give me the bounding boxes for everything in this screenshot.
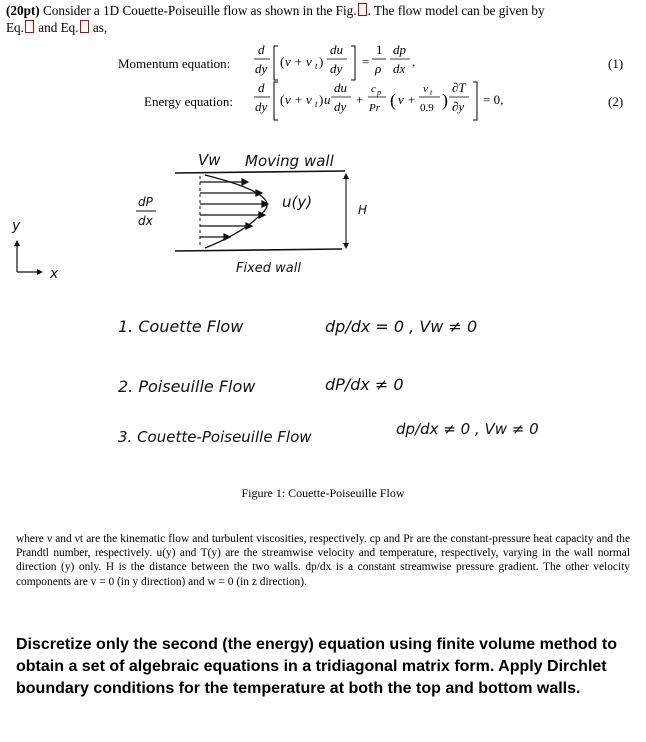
svg-text:ν: ν — [423, 83, 428, 95]
svg-text:dp: dp — [393, 42, 406, 57]
uy-label: u(y) — [282, 193, 313, 211]
svg-text:∂y: ∂y — [452, 99, 465, 114]
energy-equation — [250, 78, 530, 126]
svg-text:ν + ν: ν + ν — [285, 92, 312, 107]
svg-text:): ) — [442, 90, 448, 110]
momentum-eq-label: Momentum equation: — [118, 56, 231, 71]
axis-x-label: x — [50, 266, 59, 282]
svg-text:ρ: ρ — [375, 61, 382, 76]
header-text-b: . The flow model can be given by — [367, 3, 545, 18]
eq1-nu: ν + ν — [285, 54, 312, 69]
eq2-number: (2) — [608, 94, 624, 109]
case2-label: 2. Poiseuille Flow — [118, 377, 256, 396]
case2-cond: dP/dx ≠ 0 — [325, 375, 404, 394]
svg-text:dx: dx — [393, 61, 406, 76]
energy-eq-label: Energy equation: — [144, 94, 233, 109]
svg-text:du: du — [330, 42, 343, 57]
bottom-wall-line — [175, 249, 342, 251]
problem-header — [6, 2, 638, 36]
svg-text:dy: dy — [334, 99, 347, 114]
moving-wall-label: Moving wall — [245, 152, 334, 170]
svg-text:(: ( — [390, 90, 396, 110]
header-text-e: as, — [92, 20, 108, 35]
svg-text:Pr: Pr — [369, 102, 380, 114]
top-wall-line — [175, 171, 345, 173]
svg-text:t: t — [430, 88, 433, 97]
svg-text:= 0,: = 0, — [483, 92, 504, 107]
eq1-d-num: d — [258, 42, 265, 57]
svg-text:d: d — [258, 80, 265, 95]
fig-ref-box[interactable] — [358, 3, 367, 16]
fixed-wall-label: Fixed wall — [236, 261, 301, 276]
vw-label: Vw — [198, 151, 221, 169]
case3-label: 3. Couette-Poiseuille Flow — [118, 428, 312, 446]
case1-label: 1. Couette Flow — [118, 317, 244, 336]
svg-text:): ) — [319, 92, 324, 107]
eq1-ref-box[interactable] — [25, 20, 34, 33]
dpdx-num: dP — [138, 195, 153, 209]
points-label: (20pt) — [6, 3, 40, 18]
svg-text:p: p — [377, 88, 381, 97]
task-instruction: Discretize only the second (the energy) equation using finite volume method to obtain a set of algebraic equations in a tridiagonal matrix form. Apply Dirchlet boundary conditions for the temperature at both the top and bottom walls. — [16, 636, 617, 697]
svg-text:(: ( — [280, 92, 285, 107]
svg-text:t: t — [315, 61, 318, 71]
svg-text:=: = — [362, 54, 370, 69]
svg-text:1: 1 — [376, 42, 383, 57]
svg-text:+: + — [356, 92, 364, 107]
svg-text:∂T: ∂T — [452, 80, 466, 95]
figure-caption: Figure 1: Couette-Poiseuille Flow — [241, 486, 405, 500]
header-text-d: and Eq. — [38, 20, 79, 35]
velocity-arrows — [200, 179, 268, 240]
eq1-dy-den: dy — [255, 61, 268, 76]
case1-cond: dp/dx = 0 , Vw ≠ 0 — [325, 317, 478, 336]
svg-text:u: u — [324, 92, 331, 107]
svg-text:du: du — [334, 80, 347, 95]
svg-text:c: c — [371, 83, 376, 95]
header-text-a: Consider a 1D Couette-Poiseuille flow as shown in the Fig. — [43, 3, 357, 18]
svg-text:,: , — [412, 54, 416, 69]
svg-text:dy: dy — [330, 61, 343, 76]
axis-y-label: y — [12, 218, 21, 234]
couette-flow-figure — [0, 142, 646, 482]
svg-text:0.9: 0.9 — [420, 102, 434, 114]
svg-text:ν +: ν + — [398, 92, 416, 107]
description-paragraph: where ν and νt are the kinematic flow and turbulent viscosities, respectively. cp and Pr are the constant-pressure heat capacity and the Prandtl number, respectively. u(y) and T(y) are the streamwise velocity and temperature, respectively, varying in the wall normal direction (y) only. H is the distance between the two walls. dp/dx is a constant streamwise pressure gradient. The other velocity components are v = 0 (in y direction) and w = 0 (in z direction). — [16, 533, 630, 588]
svg-text:dy: dy — [255, 99, 268, 114]
svg-text:t: t — [315, 99, 318, 109]
eq1-number: (1) — [608, 56, 624, 71]
svg-text:): ) — [319, 54, 324, 69]
eq1-visc: ( — [280, 54, 285, 69]
case3-cond: dp/dx ≠ 0 , Vw ≠ 0 — [396, 420, 539, 438]
eq2-ref-box[interactable] — [80, 20, 89, 33]
header-text-c: Eq. — [6, 20, 24, 35]
dpdx-den: dx — [138, 214, 153, 228]
h-label: H — [358, 203, 368, 217]
